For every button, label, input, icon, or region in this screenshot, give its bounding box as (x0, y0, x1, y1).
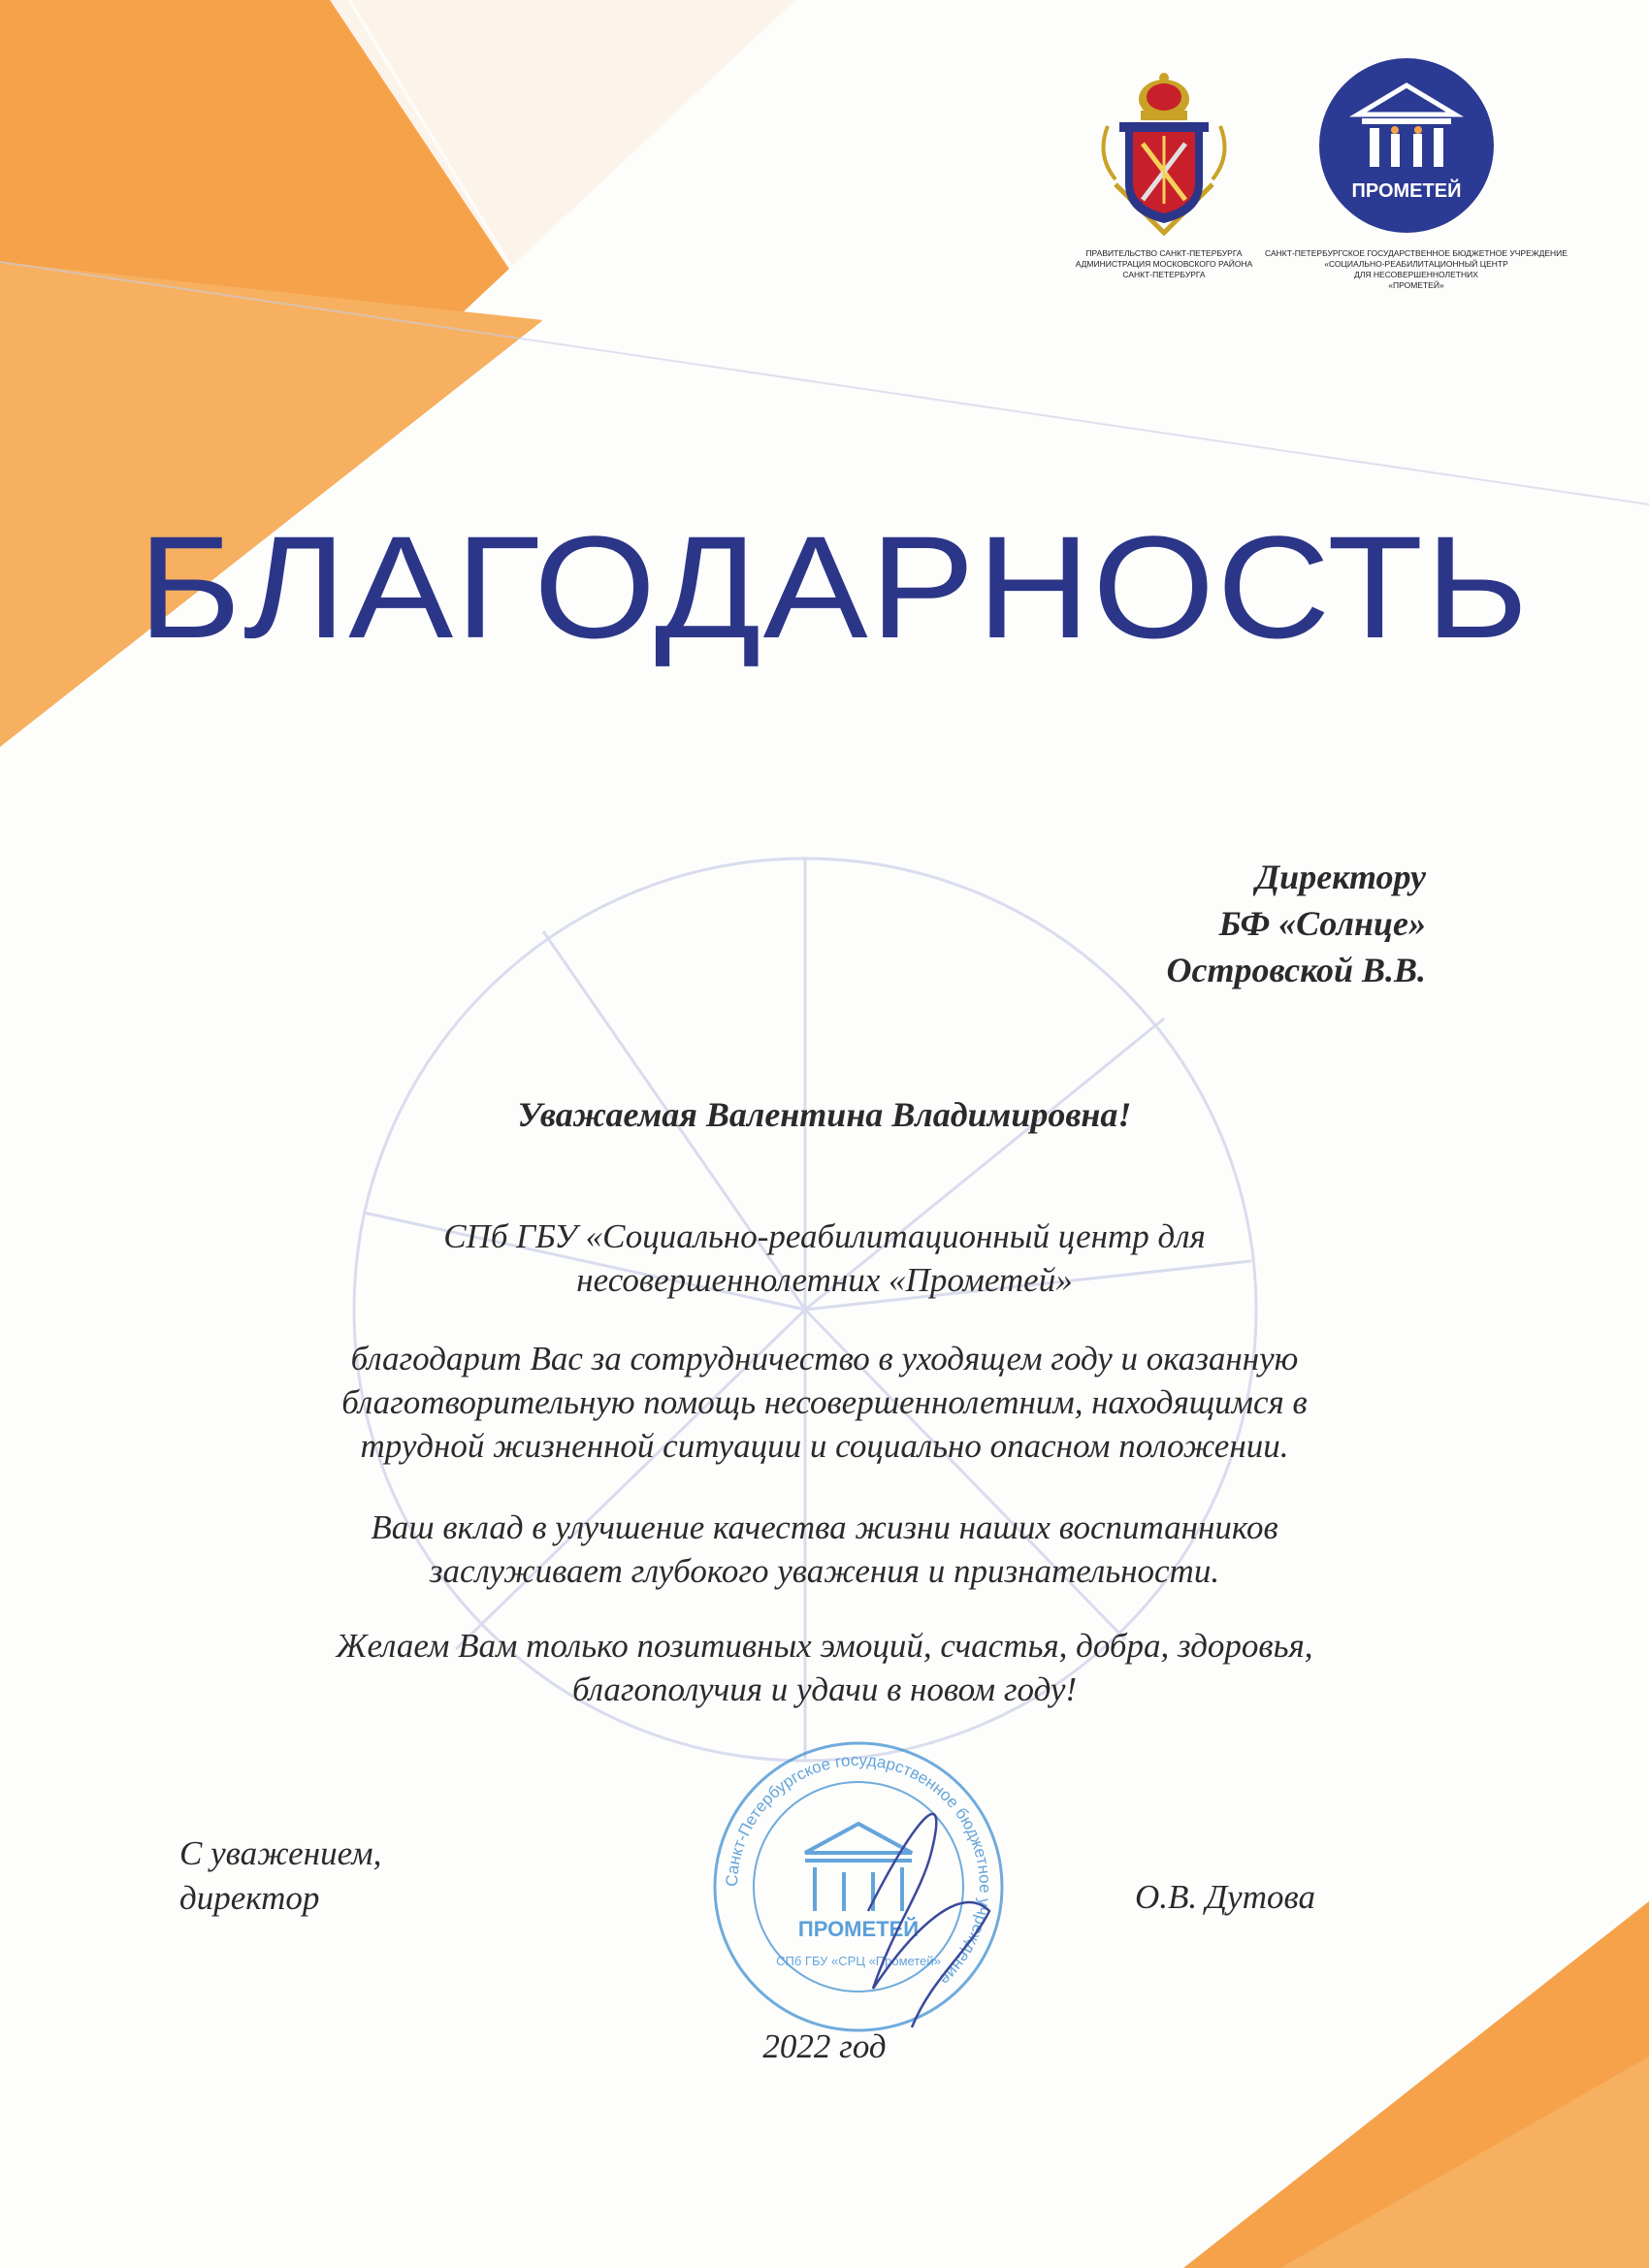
recipient-line: Директору (1255, 858, 1426, 896)
prometey-caption-line: САНКТ-ПЕТЕРБУРГСКОЕ ГОСУДАРСТВЕННОЕ БЮДЖЕТНОЕ УЧРЕЖДЕНИЕ (1265, 248, 1568, 258)
paragraph-organization (136, 1215, 1513, 1302)
document-year: 2022 год (762, 2027, 887, 2065)
paragraph-thanks (136, 1337, 1513, 1468)
saint-petersburg-coat-of-arms-icon (1086, 68, 1242, 243)
prometey-caption-line: «СОЦИАЛЬНО-РЕАБИЛИТАЦИОННЫЙ ЦЕНТР (1324, 259, 1508, 269)
paragraph-line: заслуживает глубокого уважения и признательности. (429, 1552, 1220, 1590)
emblem-caption-line: АДМИНИСТРАЦИЯ МОСКОВСКОГО РАЙОНА (1075, 259, 1253, 269)
paragraph-line: несовершеннолетних «Прометей» (576, 1261, 1073, 1299)
paragraph-line: Желаем Вам только позитивных эмоций, счастья, добра, здоровья, (336, 1627, 1313, 1665)
signature-line: директор (179, 1879, 320, 1917)
paragraph-line: трудной жизненной ситуации и социально опасном положении. (360, 1427, 1289, 1465)
prometey-caption (1261, 248, 1571, 291)
building-icon (1348, 80, 1465, 177)
paragraph-line: СПб ГБУ «Социально-реабилитационный центр для (443, 1217, 1206, 1255)
page-title: БЛАГОДАРНОСТЬ (138, 505, 1531, 668)
paragraph-wishes (136, 1624, 1513, 1711)
prometey-caption-line: ДЛЯ НЕСОВЕРШЕННОЛЕТНИХ (1354, 270, 1478, 279)
emblem-caption-line: САНКТ-ПЕТЕРБУРГА (1122, 270, 1206, 279)
signature-line: С уважением, (179, 1834, 382, 1872)
recipient-block (1167, 854, 1427, 993)
paragraph-line: благодарит Вас за сотрудничество в уходящем году и оказанную (350, 1340, 1299, 1377)
stamp-center-text: ПРОМЕТЕЙ (797, 1917, 920, 1941)
stamp-bottom-text: СПб ГБУ «СРЦ «Прометей» (776, 1954, 941, 1968)
prometey-logo-text: ПРОМЕТЕЙ (1351, 180, 1462, 202)
recipient-line: БФ «Солнце» (1218, 904, 1426, 943)
official-stamp-icon (698, 1736, 1018, 2037)
stamp-ring-textpath: Санкт-Петербургское государственное бюджетное учреждение (722, 1750, 995, 1990)
paragraph-line: благотворительную помощь несовершеннолетним, находящимся в (341, 1383, 1308, 1421)
emblem-caption-line: ПРАВИТЕЛЬСТВО САНКТ-ПЕТЕРБУРГА (1085, 248, 1243, 258)
greeting: Уважаемая Валентина Владимировна! (517, 1095, 1132, 1134)
prometey-building-logo-icon (1319, 58, 1494, 233)
paragraph-contribution (136, 1506, 1513, 1593)
emblem-caption (1048, 248, 1280, 280)
prometey-caption-line: «ПРОМЕТЕЙ» (1388, 280, 1444, 290)
signatory-name: О.В. Дутова (1135, 1878, 1315, 1916)
signature-left (179, 1831, 381, 1921)
paragraph-line: благополучия и удачи в новом году! (571, 1670, 1078, 1708)
paragraph-line: Ваш вклад в улучшение качества жизни наших воспитанников (371, 1508, 1278, 1546)
recipient-line: Островской В.В. (1166, 951, 1426, 989)
